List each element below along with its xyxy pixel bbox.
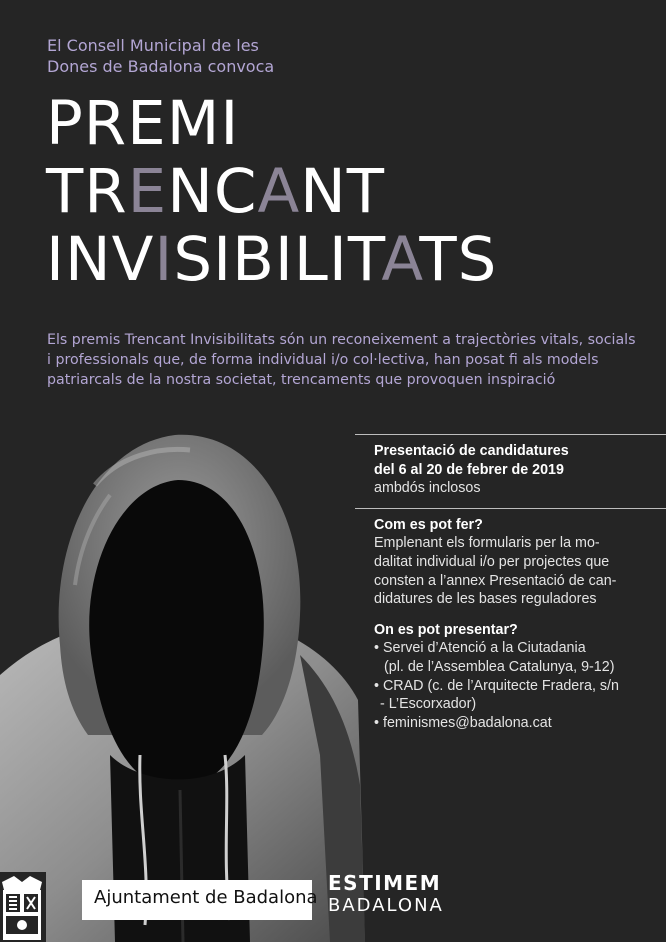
title-fragment: TR: [46, 156, 128, 227]
presentacio-title: Presentació de candidatures: [374, 443, 569, 459]
badalona-text: BADALONA: [328, 895, 444, 916]
convoca-line: El Consell Municipal de les: [47, 36, 259, 55]
info-panel: [355, 434, 666, 732]
intro-paragraph: [47, 330, 636, 390]
ajuntament-logo: [82, 880, 318, 920]
title-highlight-letter: E: [127, 156, 168, 227]
on-block: [355, 609, 666, 733]
intro-line: i professionals que, de forma individual i/o col·lectiva, han posat fi als models: [47, 352, 599, 368]
on-line: - L’Escorxador): [380, 696, 477, 713]
title-fragment: SIBILIT: [173, 224, 382, 295]
estimem-badalona-logo: [328, 871, 444, 917]
com-title: Com es pot fer?: [374, 516, 483, 533]
ajuntament-label: Ajuntament de Badalona: [94, 887, 318, 908]
title-highlight-letter: A: [257, 156, 301, 227]
intro-line: Els premis Trencant Invisibilitats són un reconeixement a trajectòries vitals, socials: [47, 332, 636, 348]
title-fragment: NC: [167, 156, 258, 227]
com-block: [355, 509, 666, 609]
email-link[interactable]: • feminismes@badalona.cat: [374, 714, 552, 731]
estimem-text: ESTIMEM: [328, 871, 442, 895]
com-line: consten a l’annex Presentació de can-: [374, 572, 617, 589]
title-highlight-letter: A: [381, 224, 420, 295]
intro-line: patriarcals de la nostra societat, trencaments que provoquen inspiració: [47, 372, 556, 388]
title-line-2: [46, 158, 646, 226]
title-fragment: TS: [419, 224, 498, 295]
title-line-1: PREMI: [46, 88, 240, 159]
title-fragment: NT: [300, 156, 386, 227]
award-title: [46, 90, 646, 294]
convoca-text: [47, 35, 347, 77]
com-line: didatures de les bases reguladores: [374, 591, 597, 608]
presentacio-block: [355, 435, 666, 498]
on-line: • Servei d’Atenció a la Ciutadania: [374, 640, 586, 657]
presentacio-dates: del 6 al 20 de febrer de 2019: [374, 461, 564, 478]
on-title: On es pot presentar?: [374, 621, 518, 638]
on-line: • CRAD (c. de l’Arquitecte Fradera, s/n: [374, 677, 619, 694]
com-line: Emplenant els formularis per la mo-: [374, 535, 600, 552]
on-line: (pl. de l’Assemblea Catalunya, 9-12): [384, 658, 615, 675]
hooded-figure-image: [0, 425, 370, 942]
presentacio-sub: ambdós inclosos: [374, 480, 481, 497]
convoca-line: Dones de Badalona convoca: [47, 57, 275, 76]
title-highlight-letter: I: [154, 224, 174, 295]
title-line-3: [46, 226, 646, 294]
com-line: dalitat individual i/o per projectes que: [374, 553, 610, 570]
title-fragment: INV: [46, 224, 155, 295]
badalona-coat-of-arms-icon: [0, 872, 46, 942]
